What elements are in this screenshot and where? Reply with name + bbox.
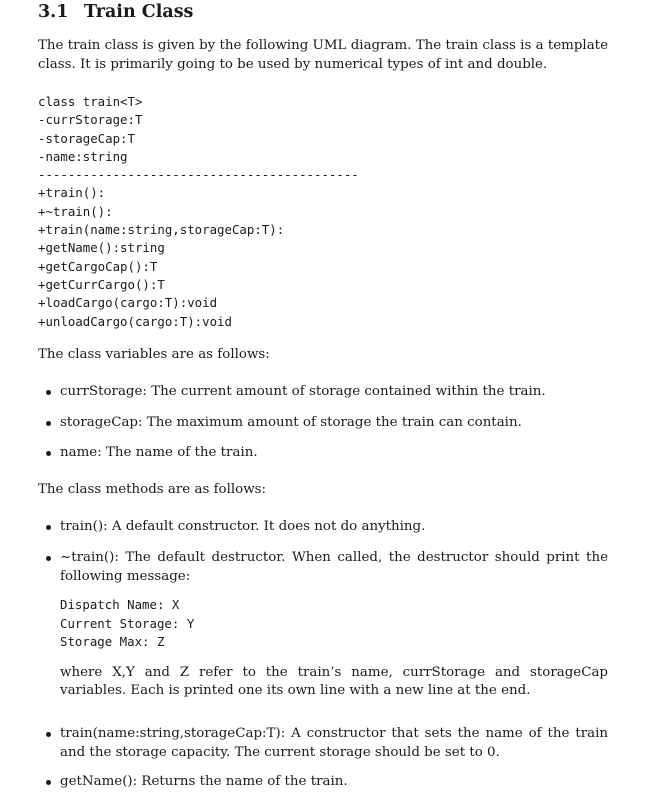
list-item: [60, 444, 608, 463]
method-description: ~train(): The default destructor. When called, the destructor should print the following message:: [60, 550, 608, 584]
bullet-icon: [46, 390, 51, 395]
list-item: [60, 383, 608, 402]
method-description: getName(): Returns the name of the train.: [60, 774, 348, 789]
bullet-icon: [46, 732, 51, 737]
uml-line: +~train():: [38, 203, 113, 219]
section-number: 3.1: [38, 2, 69, 22]
list-item: [60, 414, 608, 433]
intro-paragraph: The train class is given by the following UML diagram. The train class is a template class. It is primarily going to be used by numerical types of int and double.: [38, 38, 608, 72]
uml-line: +loadCargo(cargo:T):void: [38, 295, 218, 311]
section-heading: [38, 2, 193, 22]
message-line: Storage Max: Z: [60, 634, 165, 649]
uml-line: +train(name:string,storageCap:T):: [38, 222, 285, 238]
methods-heading: The class methods are as follows:: [38, 482, 267, 497]
uml-line: -name:string: [38, 148, 128, 164]
uml-line: +unloadCargo(cargo:T):void: [38, 313, 232, 329]
uml-line: +getName():string: [38, 240, 165, 256]
bullet-icon: [46, 451, 51, 456]
uml-separator: -------------------------------------------: [38, 167, 359, 183]
bullet-icon: [46, 421, 51, 426]
variable-description: currStorage: The current amount of storage contained within the train.: [60, 384, 546, 399]
bullet-icon: [46, 525, 51, 530]
uml-line: -currStorage:T: [38, 112, 143, 128]
uml-diagram: [38, 93, 359, 331]
method-description: train(name:string,storageCap:T): A constructor that sets the name of the train and the storage capacity. The current storage should be set to 0.: [60, 726, 608, 760]
message-line: Dispatch Name: X: [60, 597, 180, 612]
variable-description: storageCap: The maximum amount of storage the train can contain.: [60, 415, 522, 430]
list-item: [60, 773, 608, 792]
list-item: [60, 518, 608, 537]
uml-line: class train<T>: [38, 94, 143, 109]
bullet-icon: [46, 780, 51, 785]
uml-line: +getCargoCap():T: [38, 258, 158, 274]
destructor-note: where X,Y and Z refer to the train’s name, currStorage and storageCap variables. Each is printed one its own line with a new line at the end.: [60, 664, 608, 698]
variable-description: name: The name of the train.: [60, 445, 258, 460]
list-item: [60, 725, 608, 762]
destructor-message: [60, 596, 608, 652]
uml-line: -storageCap:T: [38, 130, 135, 146]
bullet-icon: [46, 556, 51, 561]
uml-line: +train():: [38, 185, 106, 201]
uml-line: +getCurrCargo():T: [38, 276, 165, 292]
method-description: train(): A default constructor. It does not do anything.: [60, 519, 426, 534]
variables-heading: The class variables are as follows:: [38, 347, 270, 362]
section-title: Train Class: [84, 2, 194, 22]
list-item: [60, 549, 608, 701]
message-line: Current Storage: Y: [60, 615, 195, 631]
